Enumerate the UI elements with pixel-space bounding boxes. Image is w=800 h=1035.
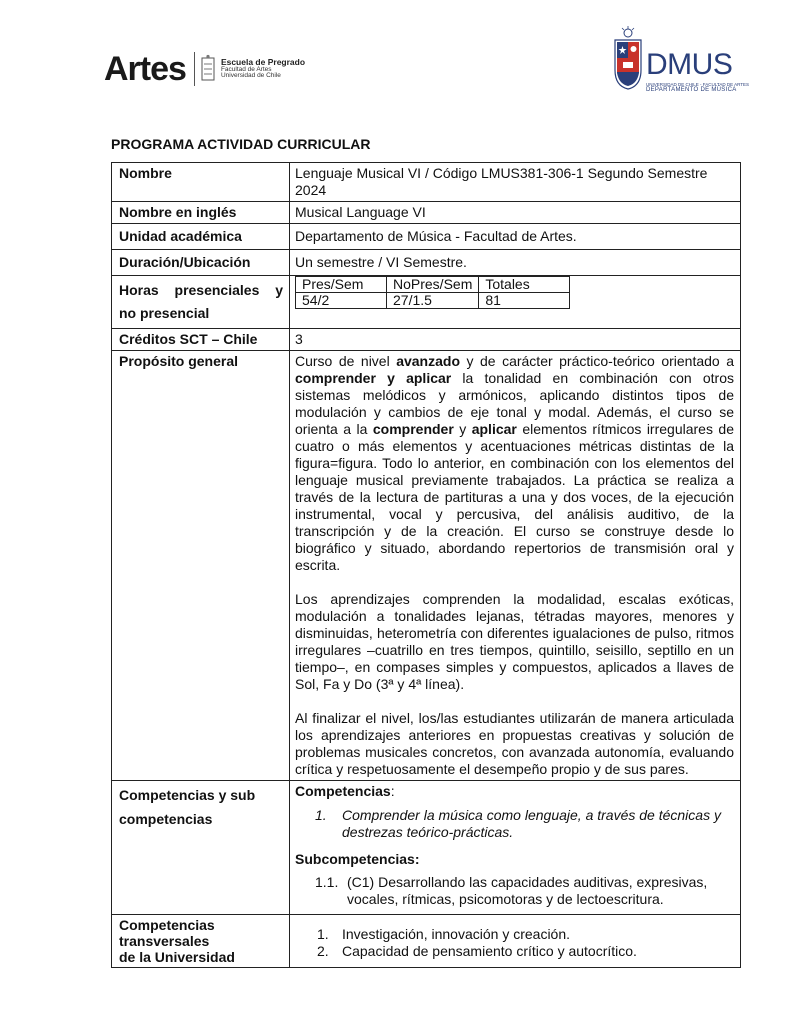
transversal-number: 1. [317,926,329,942]
page-header [0,0,800,110]
value-unidad: Departamento de Música - Facultad de Artes. [290,224,741,250]
value-competencias [290,781,741,915]
artes-subtitle [221,58,305,81]
competencia-number: 1. [315,807,327,823]
hours-header-totales: Totales [479,277,570,293]
label-unidad: Unidad académica [112,224,290,250]
label-transversales-line-1: Competencias [119,917,215,933]
competencias-heading-text: Competencias [295,783,391,799]
row-duracion [112,250,741,276]
label-competencias [112,781,290,915]
dmus-text [646,26,749,93]
p1-text-5: elementos rítmicos irregulares de cuatro o más elementos y acentuaciones métricas distintas de la figura=figura. Todo lo anterior, en combinación con los elementos del lenguaje musical previamente trabajados. La práctica se realiza a través de la lectura de partituras a una y dos voces, de la ejecución instrumental, vocal y percusiva, del análisis auditivo, de la transcripción y de la creación. El curso se construye desde lo biográfico y situado, abordando repertorios de transmisión oral y escrita. [295,421,734,573]
hours-value-totales: 81 [479,293,570,309]
transversal-text: Capacidad de pensamiento crítico y autocrítico. [342,943,637,959]
p1-text-1: Curso de nivel [295,353,397,369]
p1-bold-2: comprender y aplicar [295,370,452,386]
row-competencias [112,781,741,915]
label-horas-word-3: y [275,282,283,298]
row-unidad [112,224,741,250]
label-competencias-line-2: competencias [119,811,213,827]
value-proposito [290,351,741,781]
competencias-heading-colon: : [390,783,395,799]
hours-value-row [296,293,570,309]
label-transversales [112,915,290,968]
p1-text-2: y de carácter práctico-teórico orientado a [460,353,734,369]
transversal-number: 2. [317,943,329,959]
hours-header-row [296,277,570,293]
row-horas [112,276,741,329]
label-horas [112,276,290,329]
p1-text-4: y [453,421,472,437]
hours-value-nopres: 27/1.5 [387,293,479,309]
university-crest-icon [613,26,643,90]
label-proposito: Propósito general [112,351,290,781]
value-transversales [290,915,741,968]
hours-header-nopres: NoPres/Sem [387,277,479,293]
label-creditos: Créditos SCT – Chile [112,329,290,351]
label-duracion: Duración/Ubicación [112,250,290,276]
label-horas-line-1 [119,279,283,302]
p1-bold-3: comprender [372,421,454,437]
row-nombre [112,163,741,202]
hours-value-pres: 54/2 [296,293,387,309]
artes-line-2: Facultad de Artes [220,65,272,73]
label-horas-line-2: no presencial [119,305,210,321]
competencias-heading [295,783,734,800]
row-proposito [112,351,741,781]
proposito-paragraph-1 [295,353,734,574]
artes-line-3: Universidad de Chile [220,72,281,80]
label-horas-word-2: presenciales [174,282,260,298]
subcompetencia-text: (C1) Desarrollando las capacidades auditivas, expresivas, vocales, rítmicas, psicomotoras y de lectoescritura. [347,874,708,907]
dmus-line-1: UNIVERSIDAD DE CHILE - FACULTAD DE ARTES [646,82,750,87]
proposito-paragraph-3: Al finalizar el nivel, los/las estudiantes utilizarán de manera articulada los aprendizajes anteriores en propuestas creativas y solución de problemas musicales concretos, con avanzada autonomía, evaluando crítica y respetuosamente el desempeño propio y de sus pares. [295,710,734,777]
logo-divider [194,52,195,86]
p1-bold-1: avanzado [396,353,461,369]
transversales-list [295,926,734,960]
label-nombre-ingles: Nombre en inglés [112,202,290,224]
transversal-item [317,943,734,960]
university-seal-icon [201,54,215,84]
dmus-wordmark: DMUS [646,48,733,81]
artes-logo [104,52,305,86]
value-horas [290,276,741,329]
row-nombre-ingles [112,202,741,224]
competencia-item [315,807,734,841]
hours-header-pres: Pres/Sem [296,277,387,293]
label-competencias-line-1: Competencias y sub [119,787,256,803]
proposito-paragraph-2: Los aprendizajes comprenden la modalidad, escalas exóticas, modulación a tonalidades lejanas, tétradas mayores, menores y disminuidas, heterometría con diferentes igualaciones de pulso, ritmos irregulares –cuatrillo en tres tiempos, quintillo, seisillo, septillo en un tiempo–, en compases simples y compuestos, aplicados a llaves de Sol, Fa y Do (3ª y 4ª línea). [295,591,734,692]
competencia-text: Comprender la música como lenguaje, a través de técnicas y destrezas teórico-prácticas. [342,807,721,840]
value-creditos: 3 [290,329,741,351]
row-transversales [112,915,741,968]
document-title: PROGRAMA ACTIVIDAD CURRICULAR [111,136,371,152]
dmus-logo [613,26,749,93]
hours-table [295,276,570,309]
label-transversales-line-2: transversales [119,933,210,949]
transversal-text: Investigación, innovación y creación. [342,926,571,942]
subcompetencia-item [315,874,734,908]
subcompetencias-heading: Subcompetencias: [295,851,420,867]
curriculum-table [111,162,741,968]
artes-wordmark: Artes [104,50,186,88]
dmus-line-2: DEPARTAMENTO DE MÚSICA [646,87,737,93]
label-nombre: Nombre [112,163,290,202]
transversal-item [317,926,734,943]
subcompetencia-number: 1.1. [315,874,339,890]
label-transversales-line-3: de la Universidad [119,949,235,965]
value-nombre: Lenguaje Musical VI / Código LMUS381-306-1 Segundo Semestre 2024 [290,163,741,202]
value-duracion: Un semestre / VI Semestre. [290,250,741,276]
p1-text-3: la tonalidad en combinación con otros sistemas melódicos y armónicos, aplicando distintos tipos de modulación y cambios de eje tonal y modal. Además, el curso se orienta a la [295,370,734,437]
p1-bold-4: aplicar [471,421,517,437]
value-nombre-ingles: Musical Language VI [290,202,741,224]
label-horas-word-1: Horas [119,282,159,298]
artes-line-1: Escuela de Pregrado [220,56,306,67]
row-creditos [112,329,741,351]
